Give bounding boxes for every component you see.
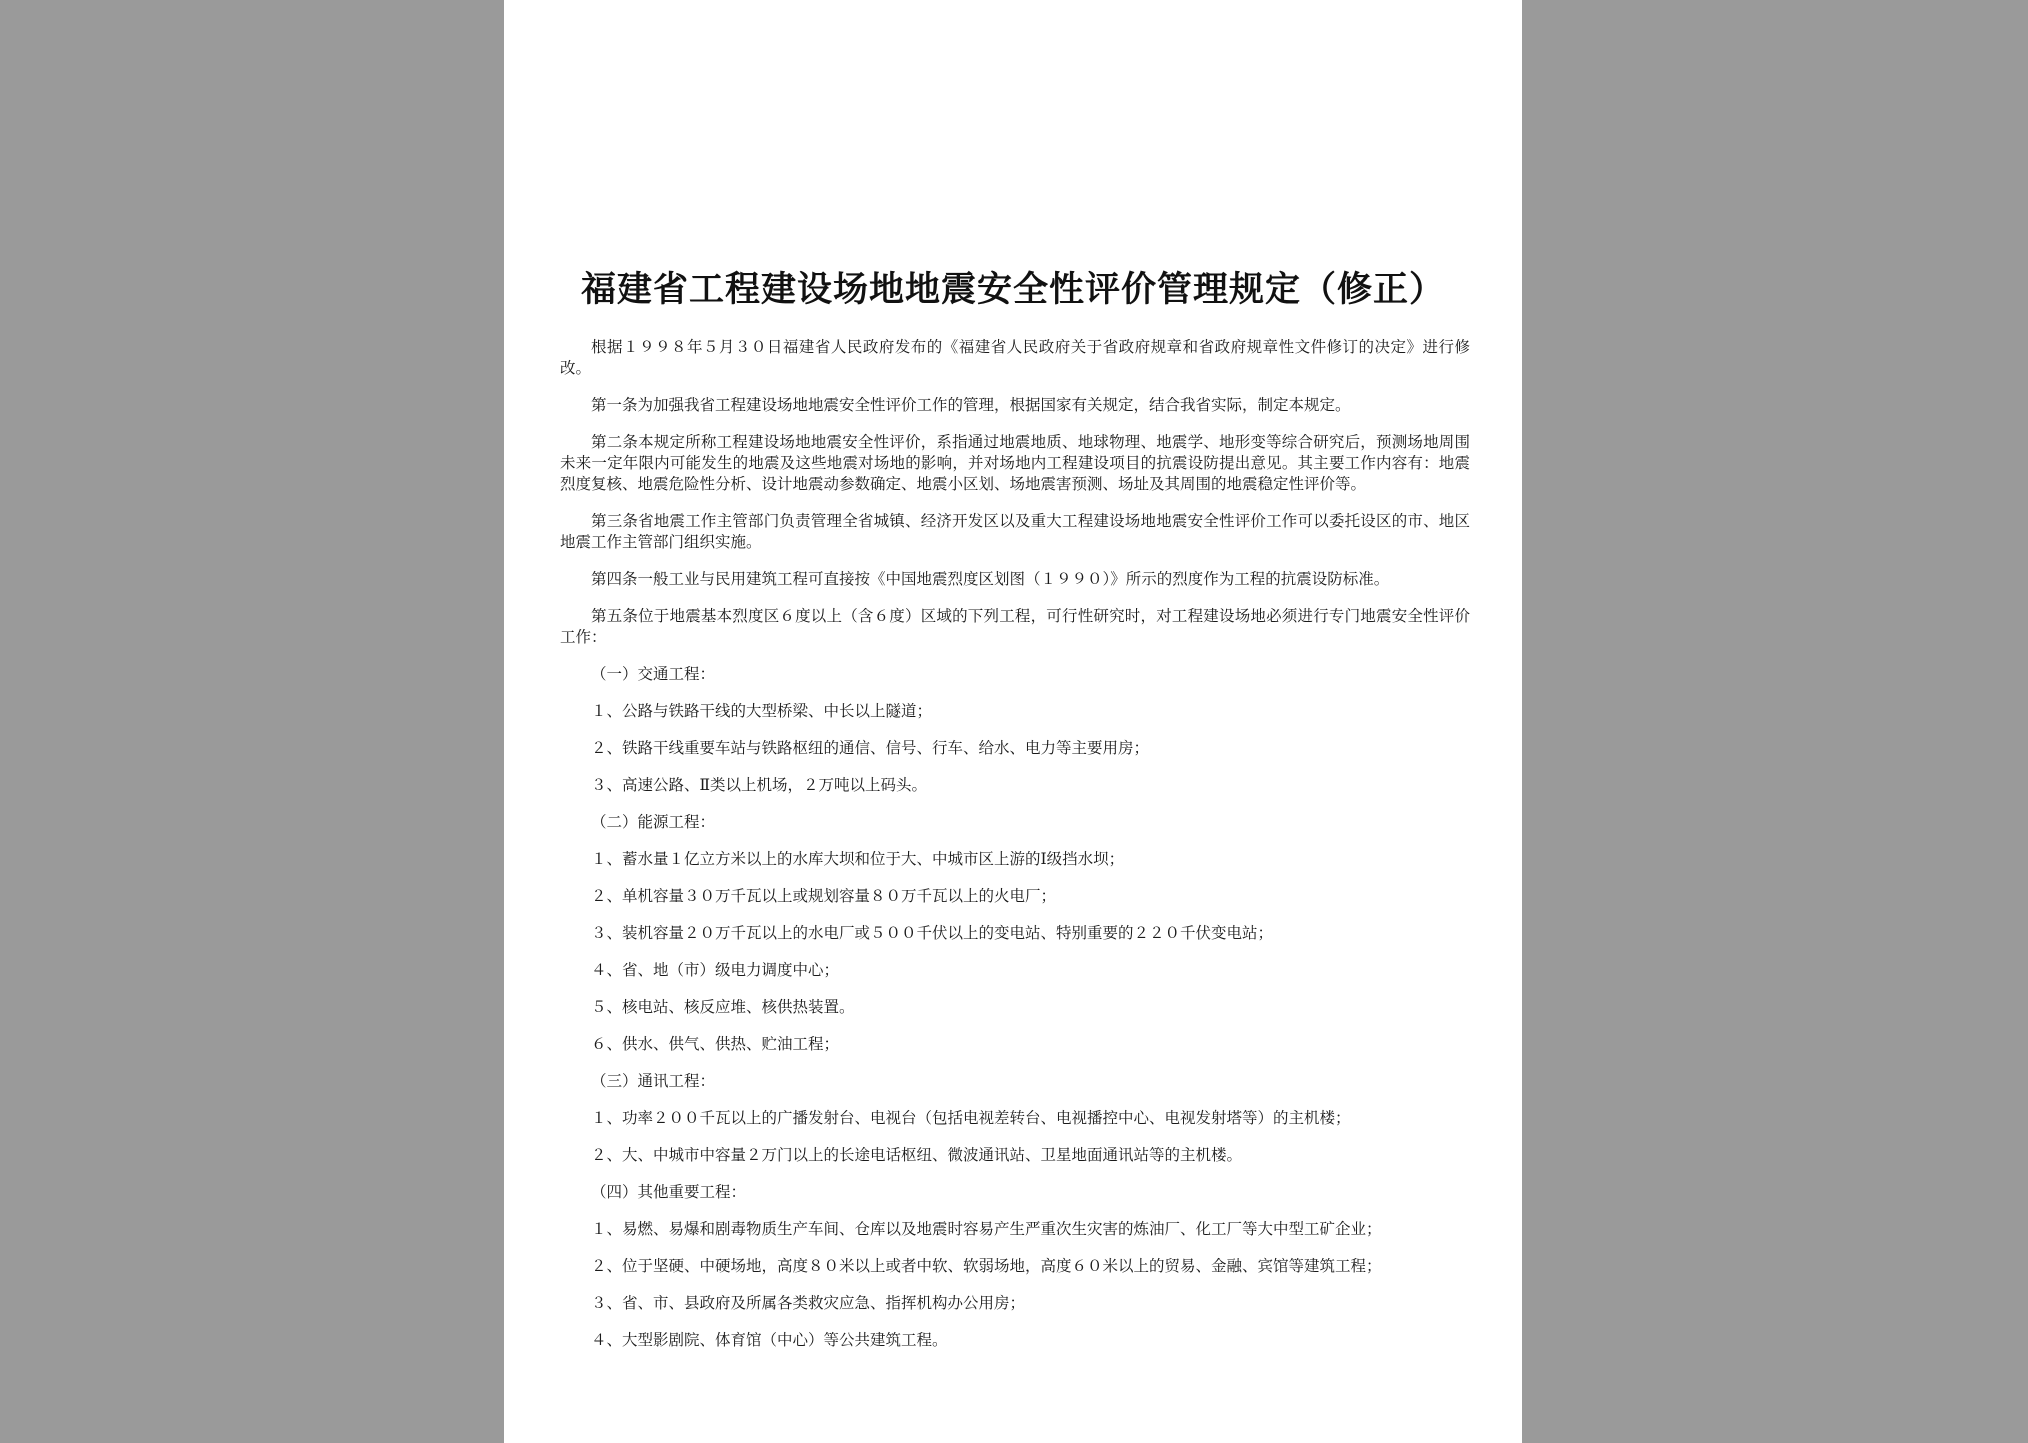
- list-item: ２、铁路干线重要车站与铁路枢纽的通信、信号、行车、给水、电力等主要用房；: [591, 739, 1150, 757]
- list-item: １、公路与铁路干线的大型桥梁、中长以上隧道；: [591, 702, 933, 720]
- paragraph-article-3: 第三条省地震工作主管部门负责管理全省城镇、经济开发区以及重大工程建设场地地震安全性评价工作可以委托设区的市、地区地震工作主管部门组织实施。: [560, 512, 1470, 551]
- paragraph-article-1: 第一条为加强我省工程建设场地地震安全性评价工作的管理，根据国家有关规定，结合我省实际，制定本规定。: [591, 396, 1351, 414]
- list-item: ３、高速公路、Ⅱ类以上机场，２万吨以上码头。: [591, 776, 928, 794]
- list-item: ４、省、地（市）级电力调度中心；: [591, 961, 840, 979]
- list-item: ２、位于坚硬、中硬场地，高度８０米以上或者中软、软弱场地，高度６０米以上的贸易、金融、宾馆等建筑工程；: [591, 1257, 1382, 1275]
- paragraph-article-5: 第五条位于地震基本烈度区６度以上（含６度）区域的下列工程，可行性研究时，对工程建设场地必须进行专门地震安全性评价工作：: [560, 607, 1470, 646]
- list-item: １、蓄水量１亿立方米以上的水库大坝和位于大、中城市区上游的Ⅰ级挡水坝；: [591, 850, 1125, 868]
- list-item: ２、大、中城市中容量２万门以上的长途电话枢纽、微波通讯站、卫星地面通讯站等的主机楼。: [591, 1146, 1243, 1164]
- section-heading-energy: （二）能源工程：: [591, 813, 716, 831]
- document-page: [504, 0, 1522, 1443]
- list-item: １、功率２００千瓦以上的广播发射台、电视台（包括电视差转台、电视播控中心、电视发射塔等）的主机楼；: [591, 1109, 1351, 1127]
- document-title: 福建省工程建设场地地震安全性评价管理规定（修正）: [580, 269, 1445, 310]
- paragraph-article-2: 第二条本规定所称工程建设场地地震安全性评价，系指通过地震地质、地球物理、地震学、地形变等综合研究后，预测场地周围未来一定年限内可能发生的地震及这些地震对场地的影响，并对场地内工程建设项目的抗震设防提出意见。其主要工作内容有：地震烈度复核、地震危险性分析、设计地震动参数确定、地震小区划、场地震害预测、场址及其周围的地震稳定性评价等。: [560, 433, 1470, 493]
- paragraph-preamble: 根据１９９８年５月３０日福建省人民政府发布的《福建省人民政府关于省政府规章和省政府规章性文件修订的决定》进行修改。: [560, 338, 1470, 377]
- section-heading-communication: （三）通讯工程：: [591, 1072, 716, 1090]
- list-item: ６、供水、供气、供热、贮油工程；: [591, 1035, 840, 1053]
- list-item: ４、大型影剧院、体育馆（中心）等公共建筑工程。: [591, 1331, 948, 1349]
- section-heading-transport: （一）交通工程：: [591, 665, 716, 683]
- document-body: [560, 337, 1470, 1367]
- list-item: １、易燃、易爆和剧毒物质生产车间、仓库以及地震时容易产生严重次生灾害的炼油厂、化工厂等大中型工矿企业；: [591, 1220, 1382, 1238]
- list-item: ３、省、市、县政府及所属各类救灾应急、指挥机构办公用房；: [591, 1294, 1026, 1312]
- paragraph-article-4: 第四条一般工业与民用建筑工程可直接按《中国地震烈度区划图（１９９０）》所示的烈度作为工程的抗震设防标准。: [591, 570, 1390, 588]
- section-heading-other: （四）其他重要工程：: [591, 1183, 747, 1201]
- list-item: ３、装机容量２０万千瓦以上的水电厂或５００千伏以上的变电站、特别重要的２２０千伏变电站；: [591, 924, 1274, 942]
- list-item: ５、核电站、核反应堆、核供热装置。: [591, 998, 855, 1016]
- list-item: ２、单机容量３０万千瓦以上或规划容量８０万千瓦以上的火电厂；: [591, 887, 1057, 905]
